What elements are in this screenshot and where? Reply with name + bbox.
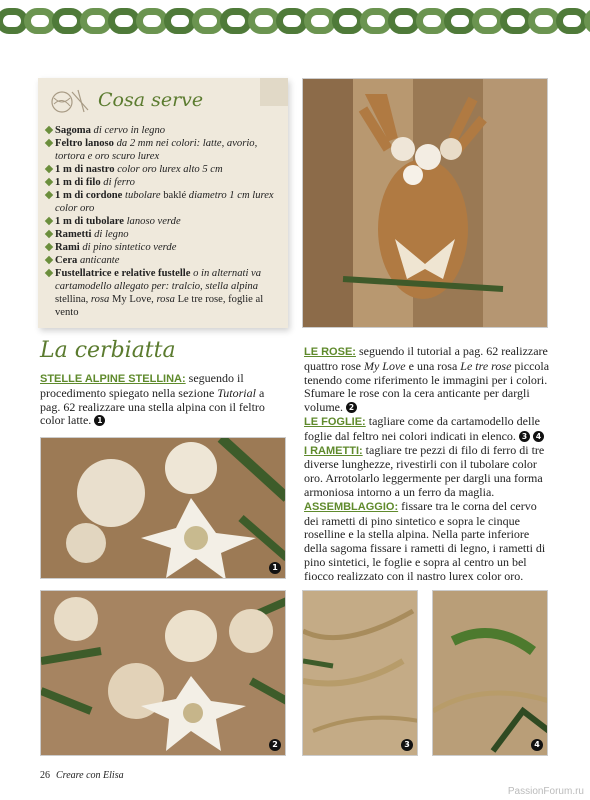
page-footer (40, 770, 124, 781)
paragraph-rose: LE ROSE: seguendo il tutorial a pag. 62 realizzare quattro rose My Love e una rosa Le tre rose piccola tenendo come riferimento le immagini per i colori. Sfumare le rose con la cera anticante per dargli volume. 2 (304, 344, 550, 415)
supplies-list-item: 1 m di tubolare lanoso verde (46, 215, 284, 228)
paragraph-rametti: I RAMETTI: tagliare tre pezzi di filo di ferro di tre diverse lunghezze, rivestirli con il tubolare color oro. Arrotolarlo leggermente per dargli una forma armoniosa intorno a un ferro da maglia. (304, 442, 545, 499)
supplies-list-item: Feltro lanoso da 2 mm nei colori: latte, avorio, tortora e oro scuro lurex (46, 137, 284, 163)
green-branch-illustration (433, 591, 548, 756)
supplies-list-item: 1 m di filo di ferro (46, 176, 284, 189)
photo-step-1 (40, 437, 286, 579)
supplies-title: Cosa serve (98, 89, 204, 111)
photo-number-badge: 2 (269, 739, 281, 751)
yarn-ball-icon (48, 86, 92, 114)
supplies-list-item: Sagoma di cervo in legno (46, 124, 284, 137)
supplies-list-item: Rametti di legno (46, 228, 284, 241)
supplies-list-item: 1 m di nastro color oro lurex alto 5 cm (46, 163, 284, 176)
paragraph-assemblaggio: ASSEMBLAGGIO: fissare tra le corna del cervo dei rametti di pino sintetico e sopra le cinque roselline e la stella alpina. Nella parte inferiore della sagoma fissare i rametti di legno, i rametti di pino sintetici, le foglie e sopra al centro un bel fiocco realizzato con il nastro lurex color oro. (304, 498, 546, 583)
supplies-list-item: Rami di pino sintetico verde (46, 241, 284, 254)
section-title: La cerbiatta (40, 338, 176, 363)
photo-step-4 (432, 590, 548, 756)
step-number-badge: 4 (533, 431, 544, 442)
roses-closeup-illustration (41, 591, 286, 756)
heading-stelle-alpine: STELLE ALPINE STELLINA: (40, 373, 186, 385)
supplies-header (48, 86, 203, 114)
step-number-badge: 1 (94, 415, 105, 426)
supplies-list-item: 1 m di cordone tubolare baklé diametro 1 cm lurex color oro (46, 189, 284, 215)
photo-number-badge: 3 (401, 739, 413, 751)
heading-assemblaggio: ASSEMBLAGGIO: (304, 500, 399, 513)
text-column-left (40, 372, 280, 428)
photo-step-2 (40, 590, 286, 756)
knitted-border (0, 0, 590, 52)
paragraph-stelle-alpine: STELLE ALPINE STELLINA: seguendo il procedimento spiegato nella sezione Tutorial a pag. 62 realizzare una stella alpina con il feltro color latte. 1 (40, 371, 265, 428)
text-column-right (304, 345, 552, 584)
supplies-list (46, 124, 284, 319)
heading-foglie: LE FOGLIE: (304, 415, 366, 428)
edelweiss-roses-illustration (41, 438, 286, 579)
photo-number-badge: 1 (269, 562, 281, 574)
watermark: PassionForum.ru (507, 786, 584, 797)
supplies-box (38, 78, 288, 328)
gold-twig-illustration (303, 591, 418, 756)
paper-corner (260, 78, 288, 106)
photo-number-badge: 4 (531, 739, 543, 751)
photo-finished-deer (302, 78, 548, 328)
step-number-badge: 2 (346, 402, 357, 413)
heading-rametti: I RAMETTI: (304, 444, 363, 457)
paragraph-foglie: LE FOGLIE: tagliare come da cartamodello delle foglie dal feltro nei colori indicati in elenco. 3 4 (304, 415, 552, 444)
supplies-list-item: Cera anticante (46, 254, 284, 267)
magazine-name: Creare con Elisa (56, 770, 124, 781)
deer-decoration-illustration (303, 79, 548, 328)
step-number-badge: 3 (519, 431, 530, 442)
supplies-list-item: Fustellatrice e relative fustelle o in alternati va cartamodello allegato per: tralcio, stella alpina stellina, rosa My Love, rosa Le tre rose, foglie al vento (46, 267, 284, 319)
heading-rose: LE ROSE: (304, 346, 356, 358)
photo-step-3 (302, 590, 418, 756)
page-number: 26 (40, 770, 50, 781)
